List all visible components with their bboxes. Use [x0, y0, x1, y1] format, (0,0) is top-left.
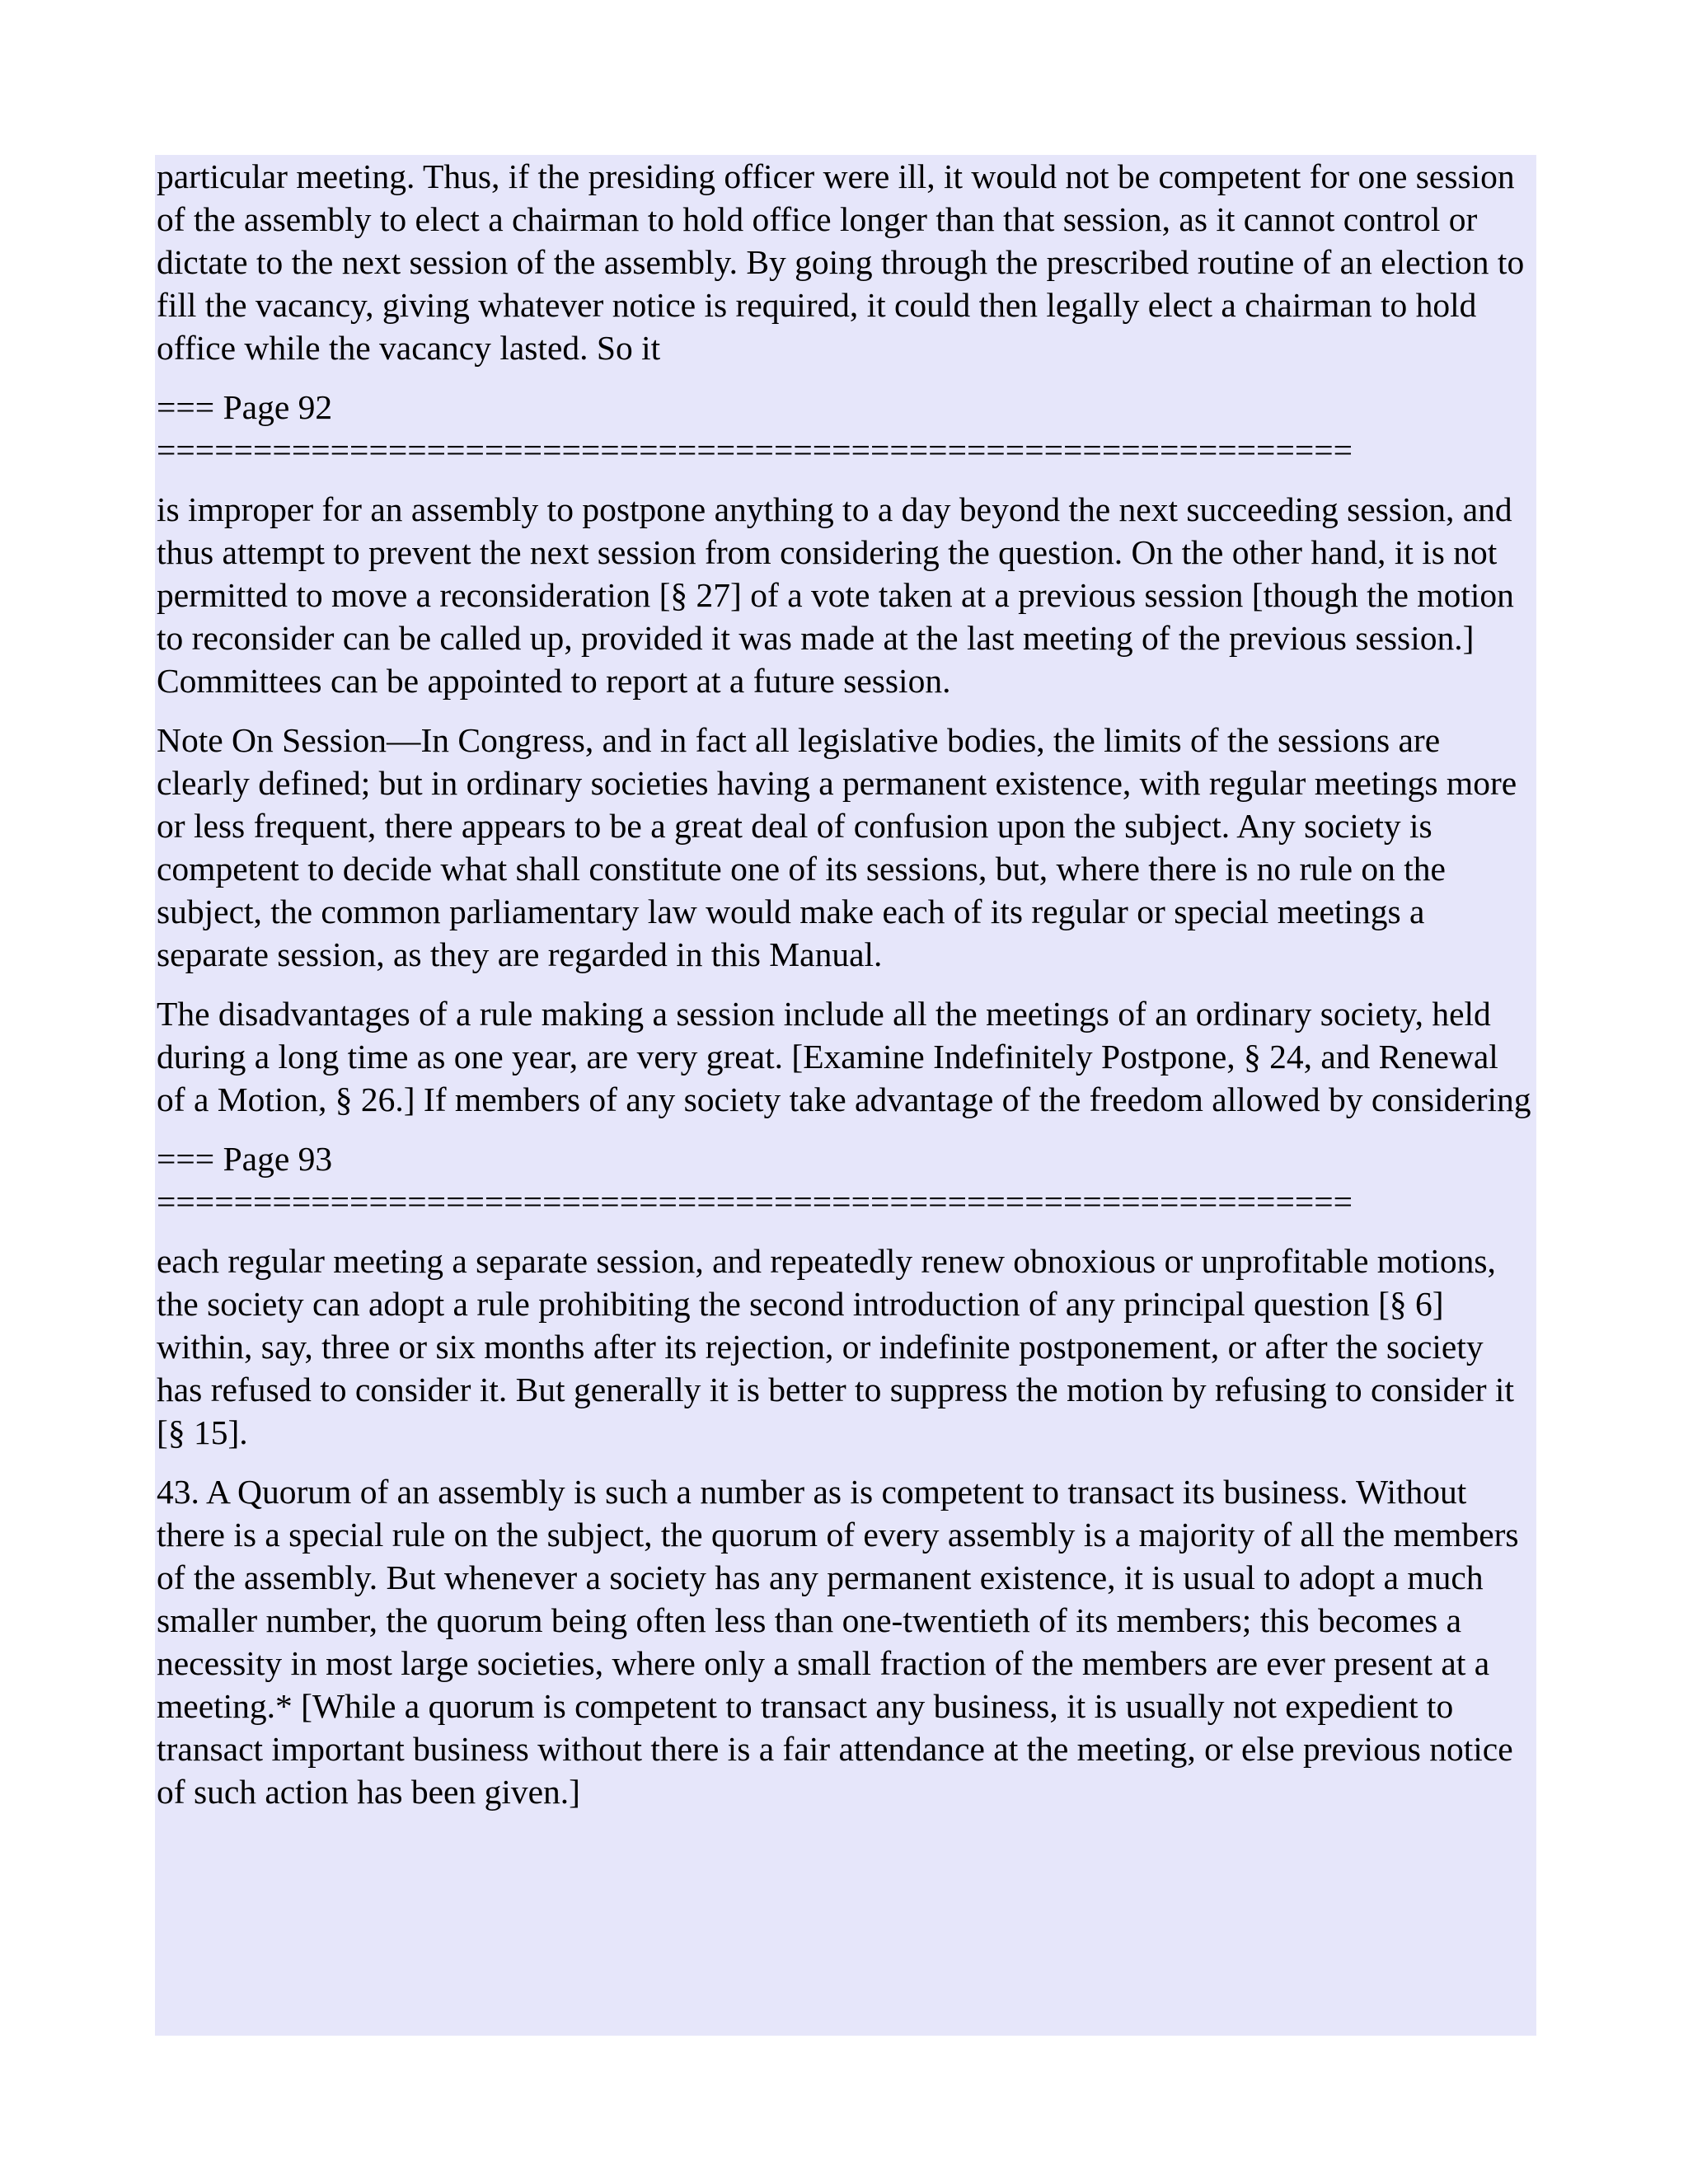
paragraph-quorum: 43. A Quorum of an assembly is such a number as is competent to transact its business. Without there is a special rule on the subject, the quorum of every assembly is a majority of all the members of the assembly. But whenever a society has any permanent existence, it is usual to adopt a much smaller number, the quorum being often less than one-twentieth of its members; this becomes a necessity in most large societies, where only a small fraction of the members are ever present at a meeting.* [While a quorum is competent to transact any business, it is usually not expedient to transact important business without there is a fair attendance at the meeting, or else previous notice of such action has been given.]	[157, 1473, 1519, 1811]
paragraph-meeting-chairman: particular meeting. Thus, if the presiding officer were ill, it would not be competent for one session of the assembly to elect a chairman to hold office longer than that session, as it cannot control or dictate to the next session of the assembly. By going through the prescribed routine of an election to fill the vacancy, giving whatever notice is required, it could then legally elect a chairman to hold office while the vacancy lasted. So it	[157, 157, 1525, 367]
paragraph-note-on-session: Note On Session—In Congress, and in fact all legislative bodies, the limits of the sessions are clearly defined; but in ordinary societies having a permanent existence, with regular meetings more or less frequent, there appears to be a great deal of confusion upon the subject. Any society is competent to decide what shall constitute one of its sessions, but, where there is no rule on the subject, the common parliamentary law would make each of its regular or special meetings a separate session, as they are regarded in this Manual.	[157, 721, 1517, 973]
document-text-block	[155, 155, 1536, 2036]
paragraph-renew-motions: each regular meeting a separate session, and repeatedly renew obnoxious or unprofitable motions, the society can adopt a rule prohibiting the second introduction of any principal question [§ 6] within, say, three or six months after its rejection, or indefinite postponement, or after the society has refused to consider it. But generally it is better to suppress the motion by refusing to consider it [§ 15].	[157, 1242, 1514, 1451]
page-marker-rule: ==============================================================	[157, 1183, 1353, 1221]
page-marker-rule: ==============================================================	[157, 431, 1353, 469]
page-marker-label: === Page 92	[157, 388, 333, 426]
paragraph-disadvantages: The disadvantages of a rule making a session include all the meetings of an ordinary society, held during a long time as one year, are very great. [Examine Indefinitely Postpone, § 24, and Renewal of a Motion, § 26.] If members of any society take advantage of the freedom allowed by considering	[157, 995, 1531, 1118]
page-marker-93	[157, 1137, 1531, 1223]
page-marker-92	[157, 386, 1531, 471]
page-marker-label: === Page 93	[157, 1140, 333, 1178]
paragraph-postpone-session: is improper for an assembly to postpone anything to a day beyond the next succeeding session, and thus attempt to prevent the next session from considering the question. On the other hand, it is not permitted to move a reconsideration [§ 27] of a vote taken at a previous session [though the motion to reconsider can be called up, provided it was made at the last meeting of the previous session.] Committees can be appointed to report at a future session.	[157, 490, 1514, 700]
